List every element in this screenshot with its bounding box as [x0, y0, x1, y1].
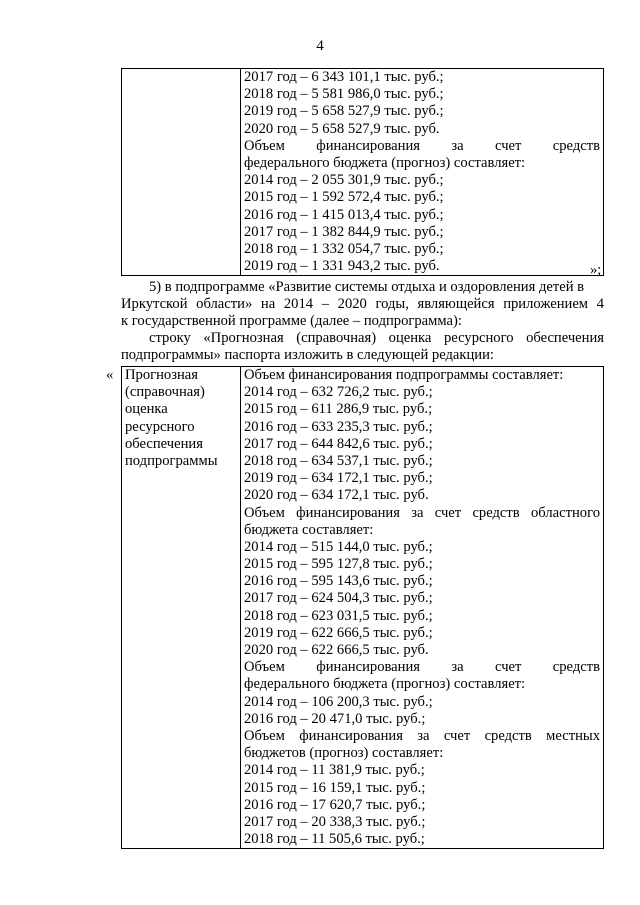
table-line: 2017 год – 20 338,3 тыс. руб.;	[244, 813, 426, 830]
table-line: 2015 год – 595 127,8 тыс. руб.;	[244, 556, 433, 573]
label-cell	[122, 367, 241, 849]
table-line: 2020 год – 622 666,5 тыс. руб.	[244, 642, 429, 658]
page-number: 4	[316, 38, 324, 54]
table-line: Объем финансирования за счет средств областного	[244, 504, 600, 521]
label-line: (справочная)	[125, 384, 205, 401]
table-line: 2017 год – 644 842,6 тыс. руб.;	[244, 435, 433, 452]
table-line: 2015 год – 16 159,1 тыс. руб.;	[244, 779, 426, 796]
table-line: федерального бюджета (прогноз) составляет:	[244, 676, 526, 693]
table-line: 2019 год – 5 658 527,9 тыс. руб.;	[244, 103, 444, 120]
table-line: 2020 год – 5 658 527,9 тыс. руб.	[244, 120, 440, 137]
table-line: 2018 год – 634 537,1 тыс. руб.;	[244, 452, 433, 469]
resource-table-top	[121, 68, 604, 276]
paragraph-line: строку «Прогнозная (справочная) оценка ресурсного обеспечения	[149, 330, 604, 346]
opening-quote: «	[106, 367, 114, 383]
closing-quote: »;	[590, 262, 602, 278]
label-line: ресурсного	[125, 418, 195, 435]
resource-table-bottom	[121, 366, 604, 849]
value-cell	[241, 367, 604, 849]
table-line: 2017 год – 6 343 101,1 тыс. руб.;	[244, 69, 444, 85]
label-line: оценка	[125, 401, 168, 418]
table-line: Объем финансирования за счет средств	[244, 659, 600, 676]
table-line: 2014 год – 106 200,3 тыс. руб.;	[244, 693, 433, 710]
table-line: 2017 год – 1 382 844,9 тыс. руб.;	[244, 223, 444, 240]
table-line: 2018 год – 11 505,6 тыс. руб.;	[244, 831, 425, 848]
table-line: 2015 год – 611 286,9 тыс. руб.;	[244, 401, 433, 418]
table-line: 2019 год – 1 331 943,2 тыс. руб.	[244, 258, 440, 275]
table-line: 2018 год – 623 031,5 тыс. руб.;	[244, 607, 433, 624]
table-line: 2014 год – 515 144,0 тыс. руб.;	[244, 538, 433, 555]
table-line: федерального бюджета (прогноз) составляет:	[244, 154, 526, 171]
table-line: 2014 год – 632 726,2 тыс. руб.;	[244, 384, 433, 401]
table-line: 2014 год – 11 381,9 тыс. руб.;	[244, 762, 425, 779]
table-line: 2017 год – 624 504,3 тыс. руб.;	[244, 590, 433, 607]
table-line: 2016 год – 17 620,7 тыс. руб.;	[244, 796, 426, 813]
table-line: бюджета составляет:	[244, 521, 374, 538]
table-line: 2019 год – 622 666,5 тыс. руб.;	[244, 624, 433, 641]
label-line: подпрограммы	[125, 452, 218, 469]
table-line: 2016 год – 633 235,3 тыс. руб.;	[244, 418, 433, 435]
table-line: 2014 год – 2 055 301,9 тыс. руб.;	[244, 172, 444, 189]
value-cell	[241, 69, 604, 276]
table-line: 2018 год – 1 332 054,7 тыс. руб.;	[244, 240, 444, 257]
paragraph-line: Иркутской области» на 2014 – 2020 годы, являющейся приложением 4	[121, 296, 604, 312]
table-line: Объем финансирования подпрограммы составляет:	[244, 367, 564, 383]
paragraph-line: подпрограммы» паспорта изложить в следующей редакции:	[121, 347, 494, 363]
table-line: 2018 год – 5 581 986,0 тыс. руб.;	[244, 86, 444, 103]
label-cell-empty	[122, 69, 241, 276]
label-line: обеспечения	[125, 435, 203, 452]
paragraph-line: к государственной программе (далее – подпрограмма):	[121, 313, 462, 329]
table-line: 2020 год – 634 172,1 тыс. руб.	[244, 487, 429, 504]
table-line: 2016 год – 1 415 013,4 тыс. руб.;	[244, 206, 444, 223]
paragraph-line: 5) в подпрограмме «Развитие системы отдыха и оздоровления детей в	[149, 279, 585, 295]
table-line: 2016 год – 20 471,0 тыс. руб.;	[244, 710, 426, 727]
table-line: 2015 год – 1 592 572,4 тыс. руб.;	[244, 189, 444, 206]
table-line: 2019 год – 634 172,1 тыс. руб.;	[244, 470, 433, 487]
table-line: бюджетов (прогноз) составляет:	[244, 745, 444, 762]
label-line: Прогнозная	[125, 367, 198, 383]
table-line: Объем финансирования за счет средств	[244, 137, 600, 154]
table-line: Объем финансирования за счет средств местных	[244, 727, 600, 744]
table-line: 2016 год – 595 143,6 тыс. руб.;	[244, 573, 433, 590]
